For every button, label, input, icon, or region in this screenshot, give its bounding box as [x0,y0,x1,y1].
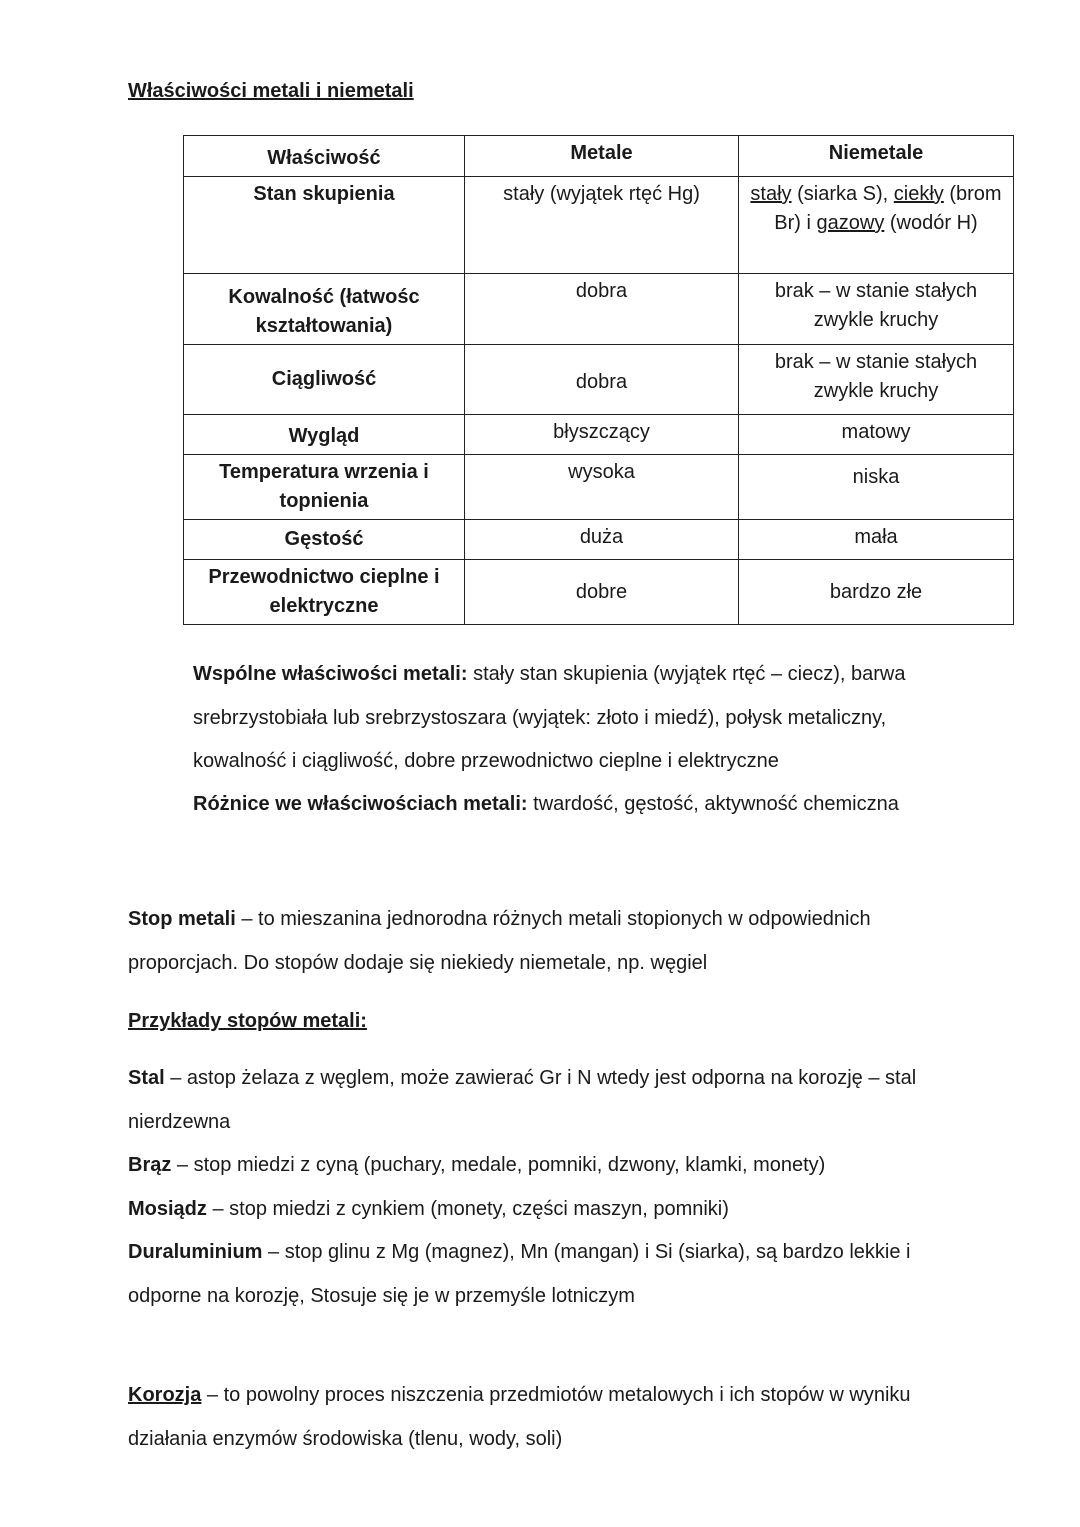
list-item: Mosiądz – stop miedzi z cynkiem (monety, części maszyn, pomniki) [128,1197,729,1220]
alloy-definition: Stop metali – to mieszanina jednorodna różnych metali stopionych w odpowiednich proporcjach. Do stopów dodaje się niekiedy niemetale, np. węgiel [128,908,871,974]
table-row [184,274,1014,345]
list-item: Brąz – stop miedzi z cyną (puchary, medale, pomniki, dzwony, klamki, monety) [128,1154,826,1176]
alloy-examples-list [128,1057,968,1318]
cell-property: Temperatura wrzenia i topnienia [184,455,465,520]
cell-property: Stan skupienia [184,177,465,274]
alloy-name: Brąz [128,1154,172,1176]
cell-metal: dobre [465,560,739,625]
header-metals: Metale [465,136,739,177]
cell-nonmetal: bardzo złe [739,560,1014,625]
underlined-term: gazowy [816,212,885,234]
cell-metal: stały (wyjątek rtęć Hg) [465,177,739,274]
corrosion-label: Korozja [128,1384,202,1406]
cell-metal: dobra [465,345,739,415]
table-header-row [184,136,1014,177]
corrosion-definition: Korozja – to powolny proces niszczenia przedmiotów metalowych i ich stopów w wyniku działania enzymów środowiska (tlenu, wody, soli) [128,1384,911,1450]
properties-table [183,135,1014,625]
cell-nonmetal: mała [739,520,1014,560]
cell-metal: wysoka [465,455,739,520]
cell-metal: duża [465,520,739,560]
cell-property: Ciągliwość [184,345,465,415]
table-row [184,177,1014,274]
table-row [184,520,1014,560]
common-properties-paragraph: Wspólne właściwości metali: stały stan skupienia (wyjątek rtęć – ciecz), barwa srebrzystobiała lub srebrzystoszara (wyjątek: złoto i miedź), połysk metaliczny, kowalność i ciągliwość, dobre przewodnictwo cieplne i elektryczne [193,663,906,772]
alloy-name: Duraluminium [128,1241,263,1263]
cell-nonmetal: niska [739,455,1014,520]
list-item: Duraluminium – stop glinu z Mg (magnez), Mn (mangan) i Si (siarka), są bardzo lekkie i odporne na korozję, Stosuje się je w przemyśle lotniczym [128,1241,911,1307]
cell-property: Wygląd [184,415,465,455]
table-row [184,345,1014,415]
cell-property: Gęstość [184,520,465,560]
cell-nonmetal: stały (siarka S), ciekły (brom Br) i gazowy (wodór H) [739,177,1014,274]
table-row [184,455,1014,520]
alloy-name: Mosiądz [128,1197,207,1220]
header-nonmetals: Niemetale [739,136,1014,177]
table-row [184,560,1014,625]
cell-nonmetal: matowy [739,415,1014,455]
cell-nonmetal: brak – w stanie stałych zwykle kruchy [739,274,1014,345]
differences-label: Różnice we właściwościach metali: [193,793,528,815]
cell-metal: dobra [465,274,739,345]
underlined-term: stały [750,183,792,205]
underlined-term: ciekły [893,183,944,205]
examples-heading: Przykłady stopów metali: [128,1010,367,1032]
differences-paragraph: Różnice we właściwościach metali: twardość, gęstość, aktywność chemiczna [193,793,899,815]
common-properties-label: Wspólne właściwości metali: [193,663,468,685]
list-item: Stal – astop żelaza z węglem, może zawierać Gr i N wtedy jest odporna na korozję – stal nierdzewna [128,1067,917,1133]
cell-property: Przewodnictwo cieplne i elektryczne [184,560,465,625]
header-property: Właściwość [184,136,465,177]
section-heading: Właściwości metali i niemetali [128,80,414,102]
cell-property: Kowalność (łatwośc kształtowania) [184,274,465,345]
cell-nonmetal: brak – w stanie stałych zwykle kruchy [739,345,1014,415]
alloy-name: Stal [128,1067,165,1089]
table-row [184,415,1014,455]
alloy-label: Stop metali [128,908,236,930]
cell-metal: błyszczący [465,415,739,455]
